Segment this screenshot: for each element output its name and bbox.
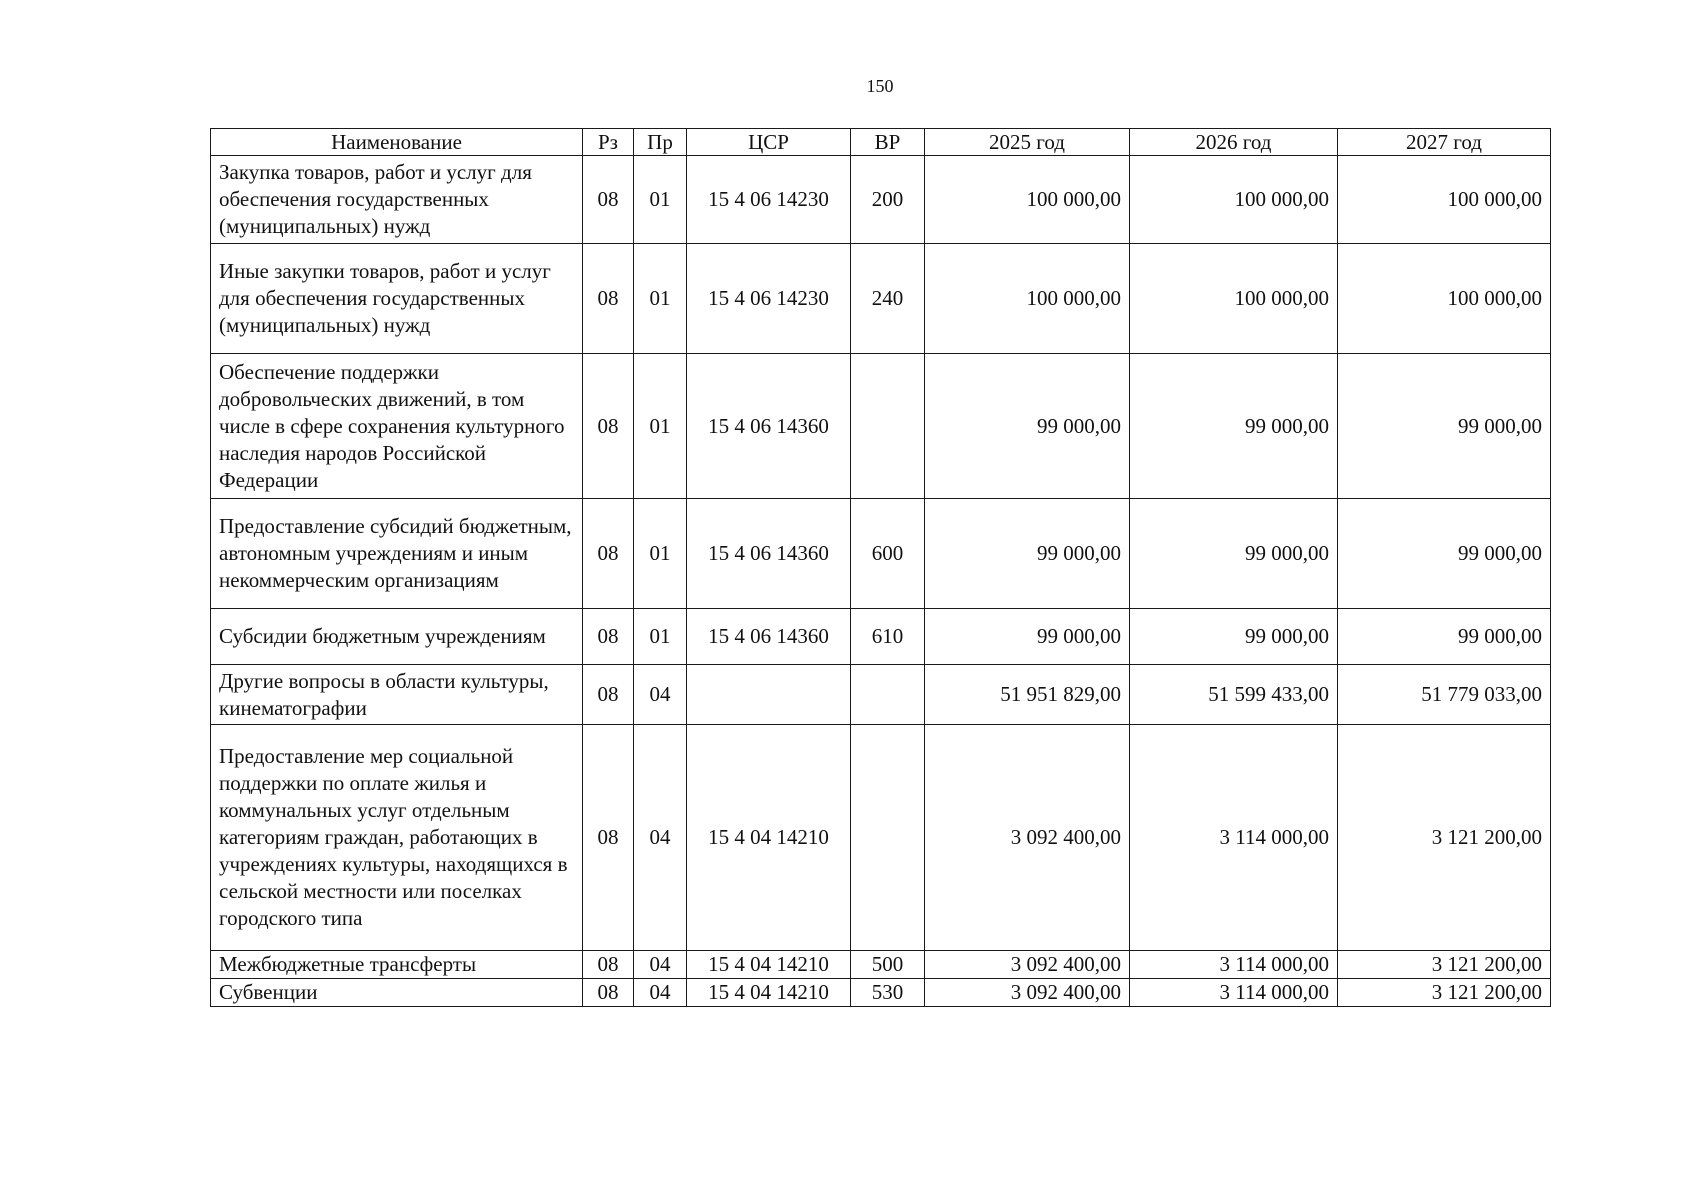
row-pr: 01 bbox=[634, 156, 687, 244]
row-rz: 08 bbox=[583, 725, 634, 951]
row-2027: 3 121 200,00 bbox=[1338, 979, 1551, 1007]
row-name: Предоставление мер социальной поддержки по оплате жилья и коммунальных услуг отдельным категориям граждан, работающих в учреждениях культуры, находящихся в сельской местности или поселках городского типа bbox=[211, 725, 583, 951]
row-2026: 3 114 000,00 bbox=[1130, 725, 1338, 951]
row-name: Субсидии бюджетным учреждениям bbox=[211, 609, 583, 665]
row-2027: 3 121 200,00 bbox=[1338, 951, 1551, 979]
row-rz: 08 bbox=[583, 499, 634, 609]
header-rz: Рз bbox=[583, 129, 634, 156]
row-csr: 15 4 06 14230 bbox=[687, 156, 851, 244]
row-2026: 3 114 000,00 bbox=[1130, 951, 1338, 979]
row-csr: 15 4 06 14360 bbox=[687, 609, 851, 665]
row-2025: 99 000,00 bbox=[925, 609, 1130, 665]
row-pr: 01 bbox=[634, 609, 687, 665]
row-2027: 99 000,00 bbox=[1338, 499, 1551, 609]
row-2027: 51 779 033,00 bbox=[1338, 665, 1551, 725]
row-pr: 04 bbox=[634, 665, 687, 725]
table-row bbox=[211, 354, 1551, 499]
header-2026: 2026 год bbox=[1130, 129, 1338, 156]
table-row bbox=[211, 725, 1551, 951]
row-csr: 15 4 06 14360 bbox=[687, 354, 851, 499]
row-2027: 99 000,00 bbox=[1338, 609, 1551, 665]
row-pr: 04 bbox=[634, 725, 687, 951]
header-vr: ВР bbox=[851, 129, 925, 156]
table-row bbox=[211, 951, 1551, 979]
row-rz: 08 bbox=[583, 979, 634, 1007]
row-pr: 01 bbox=[634, 354, 687, 499]
row-rz: 08 bbox=[583, 156, 634, 244]
row-csr: 15 4 06 14360 bbox=[687, 499, 851, 609]
table-row bbox=[211, 979, 1551, 1007]
header-2025: 2025 год bbox=[925, 129, 1130, 156]
row-rz: 08 bbox=[583, 665, 634, 725]
row-csr bbox=[687, 665, 851, 725]
row-csr: 15 4 04 14210 bbox=[687, 951, 851, 979]
row-name: Иные закупки товаров, работ и услуг для обеспечения государственных (муниципальных) нужд bbox=[211, 244, 583, 354]
header-name: Наименование bbox=[211, 129, 583, 156]
row-2025: 3 092 400,00 bbox=[925, 725, 1130, 951]
row-rz: 08 bbox=[583, 244, 634, 354]
row-vr: 240 bbox=[851, 244, 925, 354]
row-name: Предоставление субсидий бюджетным, автономным учреждениям и иным некоммерческим организациям bbox=[211, 499, 583, 609]
row-2025: 51 951 829,00 bbox=[925, 665, 1130, 725]
row-vr: 600 bbox=[851, 499, 925, 609]
row-2027: 100 000,00 bbox=[1338, 156, 1551, 244]
table-row bbox=[211, 244, 1551, 354]
header-row bbox=[211, 129, 1551, 156]
row-vr: 500 bbox=[851, 951, 925, 979]
row-vr bbox=[851, 725, 925, 951]
row-rz: 08 bbox=[583, 609, 634, 665]
row-2026: 99 000,00 bbox=[1130, 354, 1338, 499]
row-csr: 15 4 04 14210 bbox=[687, 979, 851, 1007]
row-name: Субвенции bbox=[211, 979, 583, 1007]
table-row bbox=[211, 156, 1551, 244]
table-row bbox=[211, 665, 1551, 725]
row-vr: 530 bbox=[851, 979, 925, 1007]
row-2025: 100 000,00 bbox=[925, 244, 1130, 354]
header-pr: Пр bbox=[634, 129, 687, 156]
row-2027: 3 121 200,00 bbox=[1338, 725, 1551, 951]
row-pr: 01 bbox=[634, 499, 687, 609]
row-pr: 04 bbox=[634, 979, 687, 1007]
row-name: Межбюджетные трансферты bbox=[211, 951, 583, 979]
row-name: Закупка товаров, работ и услуг для обеспечения государственных (муниципальных) нужд bbox=[211, 156, 583, 244]
row-rz: 08 bbox=[583, 354, 634, 499]
row-2025: 99 000,00 bbox=[925, 354, 1130, 499]
row-2026: 100 000,00 bbox=[1130, 244, 1338, 354]
row-rz: 08 bbox=[583, 951, 634, 979]
row-2025: 3 092 400,00 bbox=[925, 951, 1130, 979]
header-2027: 2027 год bbox=[1338, 129, 1551, 156]
row-2026: 100 000,00 bbox=[1130, 156, 1338, 244]
row-name: Обеспечение поддержки добровольческих движений, в том числе в сфере сохранения культурного наследия народов Российской Федерации bbox=[211, 354, 583, 499]
row-2026: 3 114 000,00 bbox=[1130, 979, 1338, 1007]
row-2026: 51 599 433,00 bbox=[1130, 665, 1338, 725]
page-number: 150 bbox=[866, 76, 894, 96]
row-2026: 99 000,00 bbox=[1130, 499, 1338, 609]
budget-table bbox=[210, 128, 1551, 1007]
row-pr: 04 bbox=[634, 951, 687, 979]
table-row bbox=[211, 609, 1551, 665]
header-csr: ЦСР bbox=[687, 129, 851, 156]
row-2026: 99 000,00 bbox=[1130, 609, 1338, 665]
row-2025: 99 000,00 bbox=[925, 499, 1130, 609]
row-2025: 3 092 400,00 bbox=[925, 979, 1130, 1007]
row-2027: 100 000,00 bbox=[1338, 244, 1551, 354]
row-csr: 15 4 06 14230 bbox=[687, 244, 851, 354]
table-row bbox=[211, 499, 1551, 609]
row-vr: 200 bbox=[851, 156, 925, 244]
row-2027: 99 000,00 bbox=[1338, 354, 1551, 499]
row-vr bbox=[851, 665, 925, 725]
row-2025: 100 000,00 bbox=[925, 156, 1130, 244]
row-pr: 01 bbox=[634, 244, 687, 354]
row-name: Другие вопросы в области культуры, кинематографии bbox=[211, 665, 583, 725]
row-vr bbox=[851, 354, 925, 499]
row-vr: 610 bbox=[851, 609, 925, 665]
row-csr: 15 4 04 14210 bbox=[687, 725, 851, 951]
